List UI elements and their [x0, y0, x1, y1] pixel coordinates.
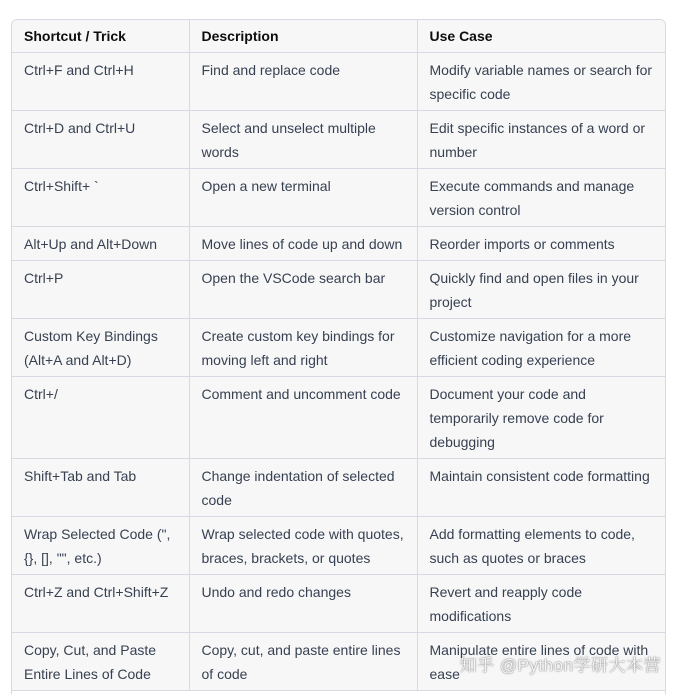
- cell-shortcut: Ctrl+/: [12, 377, 189, 459]
- cell-description: Open the VSCode search bar: [189, 261, 417, 319]
- cell-description: Open a new terminal: [189, 169, 417, 227]
- cell-description: Create custom key bindings for moving left and right: [189, 319, 417, 377]
- table-row: [12, 517, 665, 575]
- cell-use-case: Revert and reapply code modifications: [417, 575, 665, 633]
- cell-shortcut: Ctrl+Z and Ctrl+Shift+Z: [12, 575, 189, 633]
- cell-description: Wrap selected code with quotes, braces, brackets, or quotes: [189, 517, 417, 575]
- cell-use-case: Reorder imports or comments: [417, 227, 665, 261]
- cell-use-case: Customize navigation for a more efficient coding experience: [417, 319, 665, 377]
- cell-shortcut: Wrap Selected Code (", {}, [], "", etc.): [12, 517, 189, 575]
- cell-description: Undo and redo changes: [189, 575, 417, 633]
- table-row: [12, 261, 665, 319]
- cell-use-case: Document your code and temporarily remove code for debugging: [417, 377, 665, 459]
- cell-description: Move lines of code up and down: [189, 227, 417, 261]
- table-row: [12, 459, 665, 517]
- cell-use-case: Manipulate entire lines of code with ease: [417, 633, 665, 691]
- cell-description: Select and unselect multiple words: [189, 111, 417, 169]
- table-header-row: [12, 20, 665, 53]
- cell-shortcut: Ctrl+Shift+ `: [12, 169, 189, 227]
- cell-shortcut: Ctrl+P: [12, 261, 189, 319]
- cell-shortcut: Ctrl+F and Ctrl+H: [12, 53, 189, 111]
- header-shortcut: Shortcut / Trick: [12, 20, 189, 53]
- table-row: [12, 319, 665, 377]
- cell-description: Change indentation of selected code: [189, 459, 417, 517]
- cell-use-case: Modify variable names or search for specific code: [417, 53, 665, 111]
- table-row: [12, 575, 665, 633]
- cell-use-case: Quickly find and open files in your project: [417, 261, 665, 319]
- cell-use-case: Add formatting elements to code, such as quotes or braces: [417, 517, 665, 575]
- cell-description: Copy, cut, and paste entire lines of code: [189, 633, 417, 691]
- cell-use-case: Execute commands and manage version control: [417, 169, 665, 227]
- shortcuts-table: [12, 20, 665, 691]
- shortcuts-table-container: [11, 19, 666, 694]
- cell-shortcut: Copy, Cut, and Paste Entire Lines of Code: [12, 633, 189, 691]
- cell-description: Comment and uncomment code: [189, 377, 417, 459]
- table-row: [12, 169, 665, 227]
- cell-shortcut: Custom Key Bindings (Alt+A and Alt+D): [12, 319, 189, 377]
- watermark: 知乎 @Python学研大本营: [459, 656, 661, 675]
- table-row: [12, 111, 665, 169]
- table-row: [12, 53, 665, 111]
- cell-shortcut: Ctrl+D and Ctrl+U: [12, 111, 189, 169]
- cell-description: Find and replace code: [189, 53, 417, 111]
- header-description: Description: [189, 20, 417, 53]
- cell-shortcut: Alt+Up and Alt+Down: [12, 227, 189, 261]
- cell-use-case: Maintain consistent code formatting: [417, 459, 665, 517]
- cell-use-case: Edit specific instances of a word or number: [417, 111, 665, 169]
- table-row: [12, 377, 665, 459]
- header-use-case: Use Case: [417, 20, 665, 53]
- cell-shortcut: Shift+Tab and Tab: [12, 459, 189, 517]
- table-row: [12, 227, 665, 261]
